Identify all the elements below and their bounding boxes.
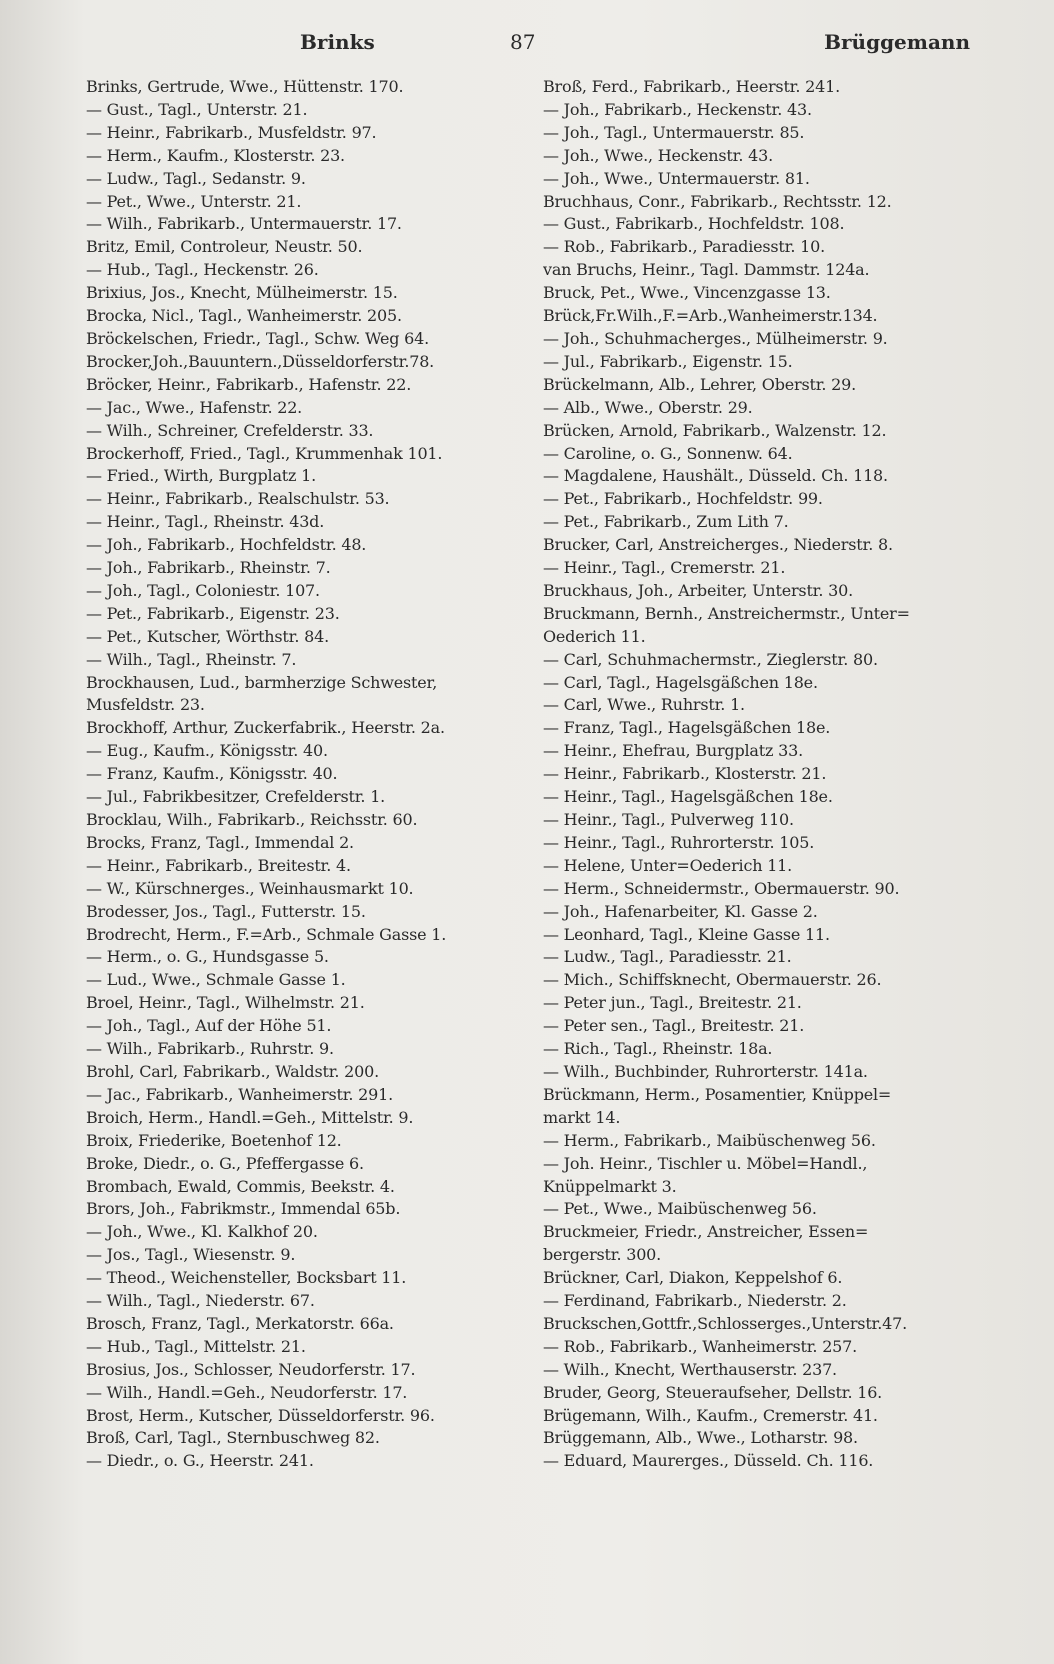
directory-entry: Brockhoff, Arthur, Zuckerfabrik., Heerstr. 2a. xyxy=(86,718,445,738)
directory-entry: Musfeldstr. 23. xyxy=(86,695,205,715)
directory-entry: Brocklau, Wilh., Fabrikarb., Reichsstr. 60. xyxy=(86,810,418,829)
directory-entry: markt 14. xyxy=(543,1107,621,1127)
directory-entry: — Wilh., Fabrikarb., Untermauerstr. 17. xyxy=(86,214,402,234)
directory-entry: — Eduard, Maurerges., Düsseld. Ch. 116. xyxy=(543,1451,874,1471)
directory-entry: Brückner, Carl, Diakon, Keppelshof 6. xyxy=(543,1268,843,1288)
directory-entry: Bruckschen,Gottfr.,Schlosserges.,Unterstr.47. xyxy=(543,1313,907,1333)
directory-entry: — Wilh., Tagl., Rheinstr. 7. xyxy=(86,649,297,669)
directory-entry: — Heinr., Tagl., Ruhrorterstr. 105. xyxy=(543,832,815,852)
directory-entry: — Caroline, o. G., Sonnenw. 64. xyxy=(543,443,793,463)
directory-entry: — Ludw., Tagl., Sedanstr. 9. xyxy=(86,168,306,188)
directory-entry: — Wilh., Handl.=Geh., Neudorferstr. 17. xyxy=(86,1382,408,1402)
directory-entry: Bruchhaus, Conr., Fabrikarb., Rechtsstr. 12. xyxy=(543,191,892,211)
directory-entry: — Jos., Tagl., Wiesenstr. 9. xyxy=(86,1245,296,1265)
directory-entry: Brost, Herm., Kutscher, Düsseldorferstr. 96. xyxy=(86,1405,435,1425)
header-left-keyword: Brinks xyxy=(300,30,375,54)
directory-entry: — Herm., Fabrikarb., Maibüschenweg 56. xyxy=(543,1130,876,1150)
directory-entry: Brüggemann, Alb., Wwe., Lotharstr. 98. xyxy=(543,1428,858,1448)
directory-entry: — Heinr., Tagl., Cremerstr. 21. xyxy=(543,558,786,578)
directory-entry: — Ludw., Tagl., Paradiesstr. 21. xyxy=(543,947,792,967)
directory-entry: — Eug., Kaufm., Königsstr. 40. xyxy=(86,741,328,761)
directory-entry: Broß, Ferd., Fabrikarb., Heerstr. 241. xyxy=(543,77,840,96)
directory-entry: — Jul., Fabrikarb., Eigenstr. 15. xyxy=(543,351,793,371)
directory-entry: — Diedr., o. G., Heerstr. 241. xyxy=(86,1451,314,1471)
directory-entry: Oederich 11. xyxy=(543,626,646,646)
directory-entry: Brockerhoff, Fried., Tagl., Krummenhak 101. xyxy=(86,443,443,463)
directory-entry: — Joh., Fabrikarb., Rheinstr. 7. xyxy=(86,558,331,578)
directory-entry: Brixius, Jos., Knecht, Mülheimerstr. 15. xyxy=(86,283,398,303)
directory-entry: — Herm., Kaufm., Klosterstr. 23. xyxy=(86,145,345,165)
directory-entry: Broix, Friederike, Boetenhof 12. xyxy=(86,1130,342,1150)
directory-entry: — Joh., Fabrikarb., Heckenstr. 43. xyxy=(543,99,812,119)
directory-entry: bergerstr. 300. xyxy=(543,1245,662,1265)
directory-entry: — Jul., Fabrikbesitzer, Crefelderstr. 1. xyxy=(86,787,386,807)
directory-entry: — Helene, Unter=Oederich 11. xyxy=(543,855,793,875)
directory-entry: — Herm., Schneidermstr., Obermauerstr. 90. xyxy=(543,878,900,898)
directory-entry: — W., Kürschnerges., Weinhausmarkt 10. xyxy=(86,878,414,898)
directory-entry: Brocka, Nicl., Tagl., Wanheimerstr. 205. xyxy=(86,306,402,326)
directory-entry: Brors, Joh., Fabrikmstr., Immendal 65b. xyxy=(86,1199,401,1219)
directory-entry: — Heinr., Fabrikarb., Klosterstr. 21. xyxy=(543,764,827,784)
directory-entry: — Herm., o. G., Hundsgasse 5. xyxy=(86,947,329,967)
directory-entry: — Franz, Tagl., Hagelsgäßchen 18e. xyxy=(543,718,831,738)
directory-entry: Broß, Carl, Tagl., Sternbuschweg 82. xyxy=(86,1428,380,1448)
directory-entry: Brombach, Ewald, Commis, Beekstr. 4. xyxy=(86,1176,395,1196)
directory-entry: Brucker, Carl, Anstreicherges., Niederstr. 8. xyxy=(543,535,893,555)
directory-entry: — Joh., Tagl., Untermauerstr. 85. xyxy=(543,122,805,142)
directory-entry: — Wilh., Buchbinder, Ruhrorterstr. 141a. xyxy=(543,1061,868,1081)
directory-entry: — Rich., Tagl., Rheinstr. 18a. xyxy=(543,1039,773,1059)
directory-entry: — Pet., Kutscher, Wörthstr. 84. xyxy=(86,626,329,646)
directory-entry: Bruckmann, Bernh., Anstreichermstr., Unter= xyxy=(543,603,910,623)
directory-entry: — Joh., Tagl., Auf der Höhe 51. xyxy=(86,1016,332,1036)
directory-entry: — Mich., Schiffsknecht, Obermauerstr. 26. xyxy=(543,970,882,990)
directory-entry: Broel, Heinr., Tagl., Wilhelmstr. 21. xyxy=(86,993,365,1013)
directory-entry: Bruder, Georg, Steueraufseher, Dellstr. 16. xyxy=(543,1382,883,1402)
directory-entry: — Heinr., Tagl., Hagelsgäßchen 18e. xyxy=(543,787,833,807)
directory-entry: Brocker,Joh.,Bauuntern.,Düsseldorferstr.78. xyxy=(86,351,435,371)
directory-entry: — Lud., Wwe., Schmale Gasse 1. xyxy=(86,970,346,990)
directory-entry: — Pet., Wwe., Unterstr. 21. xyxy=(86,191,302,211)
directory-entry: Broke, Diedr., o. G., Pfeffergasse 6. xyxy=(86,1153,364,1173)
directory-entry: — Wilh., Tagl., Niederstr. 67. xyxy=(86,1291,315,1311)
directory-entry: — Theod., Weichensteller, Bocksbart 11. xyxy=(86,1268,407,1288)
directory-entry: Brodrecht, Herm., F.=Arb., Schmale Gasse 1. xyxy=(86,924,447,944)
directory-entry: — Carl, Wwe., Ruhrstr. 1. xyxy=(543,695,745,715)
directory-entry: — Wilh., Fabrikarb., Ruhrstr. 9. xyxy=(86,1039,334,1059)
directory-entry: — Heinr., Fabrikarb., Musfeldstr. 97. xyxy=(86,122,377,142)
directory-entry: — Rob., Fabrikarb., Paradiesstr. 10. xyxy=(543,237,825,257)
directory-entry: — Heinr., Tagl., Pulverweg 110. xyxy=(543,810,794,829)
directory-entry: — Joh. Heinr., Tischler u. Möbel=Handl., xyxy=(543,1153,868,1173)
directory-entry: Brücken, Arnold, Fabrikarb., Walzenstr. 12. xyxy=(543,420,887,440)
directory-entry: Britz, Emil, Controleur, Neustr. 50. xyxy=(86,237,363,257)
directory-entry: — Pet., Wwe., Maibüschenweg 56. xyxy=(543,1199,817,1219)
directory-entry: — Heinr., Fabrikarb., Realschulstr. 53. xyxy=(86,489,390,509)
directory-entry: — Joh., Wwe., Untermauerstr. 81. xyxy=(543,168,810,188)
directory-entry: — Wilh., Knecht, Werthauserstr. 237. xyxy=(543,1359,837,1379)
directory-entry: — Gust., Tagl., Unterstr. 21. xyxy=(86,99,308,119)
directory-entry: — Joh., Wwe., Heckenstr. 43. xyxy=(543,145,773,165)
directory-entry: — Carl, Schuhmachermstr., Zieglerstr. 80. xyxy=(543,649,878,669)
directory-entry: van Bruchs, Heinr., Tagl. Dammstr. 124a. xyxy=(543,260,870,280)
directory-entry: — Heinr., Tagl., Rheinstr. 43d. xyxy=(86,512,325,532)
directory-entry: — Leonhard, Tagl., Kleine Gasse 11. xyxy=(543,924,830,944)
directory-entry: — Joh., Schuhmacherges., Mülheimerstr. 9. xyxy=(543,328,888,348)
right-column xyxy=(543,76,975,1473)
directory-entry: — Jac., Wwe., Hafenstr. 22. xyxy=(86,397,303,417)
directory-entry: — Heinr., Ehefrau, Burgplatz 33. xyxy=(543,741,803,761)
directory-entry: — Wilh., Schreiner, Crefelderstr. 33. xyxy=(86,420,374,440)
directory-entry: — Fried., Wirth, Burgplatz 1. xyxy=(86,466,317,486)
directory-entry: — Carl, Tagl., Hagelsgäßchen 18e. xyxy=(543,672,818,692)
directory-entry: — Alb., Wwe., Oberstr. 29. xyxy=(543,397,753,417)
directory-entry: Bruck, Pet., Wwe., Vincenzgasse 13. xyxy=(543,283,831,303)
directory-entry: — Pet., Fabrikarb., Hochfeldstr. 99. xyxy=(543,489,823,509)
page-header xyxy=(80,30,970,66)
directory-entry: Brück,Fr.Wilh.,F.=Arb.,Wanheimerstr.134. xyxy=(543,306,878,326)
directory-entry: Brockhausen, Lud., barmherzige Schwester, xyxy=(86,672,438,692)
directory-entry: — Joh., Fabrikarb., Hochfeldstr. 48. xyxy=(86,535,367,555)
directory-entry: — Magdalene, Haushält., Düsseld. Ch. 118. xyxy=(543,466,888,486)
directory-entry: — Ferdinand, Fabrikarb., Niederstr. 2. xyxy=(543,1291,847,1311)
directory-entry: — Peter sen., Tagl., Breitestr. 21. xyxy=(543,1016,805,1036)
page-number: 87 xyxy=(510,30,536,54)
directory-entry: Bröcker, Heinr., Fabrikarb., Hafenstr. 22. xyxy=(86,374,412,394)
directory-entry: Bröckelschen, Friedr., Tagl., Schw. Weg 64. xyxy=(86,328,429,348)
directory-entry: — Peter jun., Tagl., Breitestr. 21. xyxy=(543,993,802,1013)
directory-entry: Brosch, Franz, Tagl., Merkatorstr. 66a. xyxy=(86,1313,394,1333)
directory-entry: — Franz, Kaufm., Königsstr. 40. xyxy=(86,764,338,784)
left-column xyxy=(86,76,526,1473)
directory-entry: Brohl, Carl, Fabrikarb., Waldstr. 200. xyxy=(86,1061,379,1081)
directory-entry: — Joh., Tagl., Coloniestr. 107. xyxy=(86,580,320,600)
directory-entry: Brocks, Franz, Tagl., Immendal 2. xyxy=(86,832,354,852)
directory-entry: Brückmann, Herm., Posamentier, Knüppel= xyxy=(543,1084,892,1104)
directory-entry: — Joh., Hafenarbeiter, Kl. Gasse 2. xyxy=(543,901,818,921)
directory-entry: Bruckmeier, Friedr., Anstreicher, Essen= xyxy=(543,1222,869,1242)
directory-entry: Broich, Herm., Handl.=Geh., Mittelstr. 9. xyxy=(86,1107,414,1127)
header-right-keyword: Brüggemann xyxy=(824,30,970,54)
directory-entry: Brückelmann, Alb., Lehrer, Oberstr. 29. xyxy=(543,374,857,394)
directory-entry: — Jac., Fabrikarb., Wanheimerstr. 291. xyxy=(86,1084,394,1104)
directory-entry: — Hub., Tagl., Heckenstr. 26. xyxy=(86,260,319,280)
directory-entry: — Joh., Wwe., Kl. Kalkhof 20. xyxy=(86,1222,318,1242)
directory-entry: Brosius, Jos., Schlosser, Neudorferstr. 17. xyxy=(86,1359,416,1379)
directory-entry: Knüppelmarkt 3. xyxy=(543,1176,677,1196)
directory-entry: Bruckhaus, Joh., Arbeiter, Unterstr. 30. xyxy=(543,580,853,600)
directory-entry: Brodesser, Jos., Tagl., Futterstr. 15. xyxy=(86,901,366,921)
directory-entry: — Rob., Fabrikarb., Wanheimerstr. 257. xyxy=(543,1336,858,1356)
directory-entry: Brinks, Gertrude, Wwe., Hüttenstr. 170. xyxy=(86,77,404,96)
directory-entry: — Hub., Tagl., Mittelstr. 21. xyxy=(86,1336,306,1356)
directory-entry: — Pet., Fabrikarb., Eigenstr. 23. xyxy=(86,603,340,623)
directory-entry: — Pet., Fabrikarb., Zum Lith 7. xyxy=(543,512,789,532)
directory-entry: — Heinr., Fabrikarb., Breitestr. 4. xyxy=(86,855,351,875)
directory-entry: — Gust., Fabrikarb., Hochfeldstr. 108. xyxy=(543,214,845,234)
directory-entry: Brügemann, Wilh., Kaufm., Cremerstr. 41. xyxy=(543,1405,878,1425)
